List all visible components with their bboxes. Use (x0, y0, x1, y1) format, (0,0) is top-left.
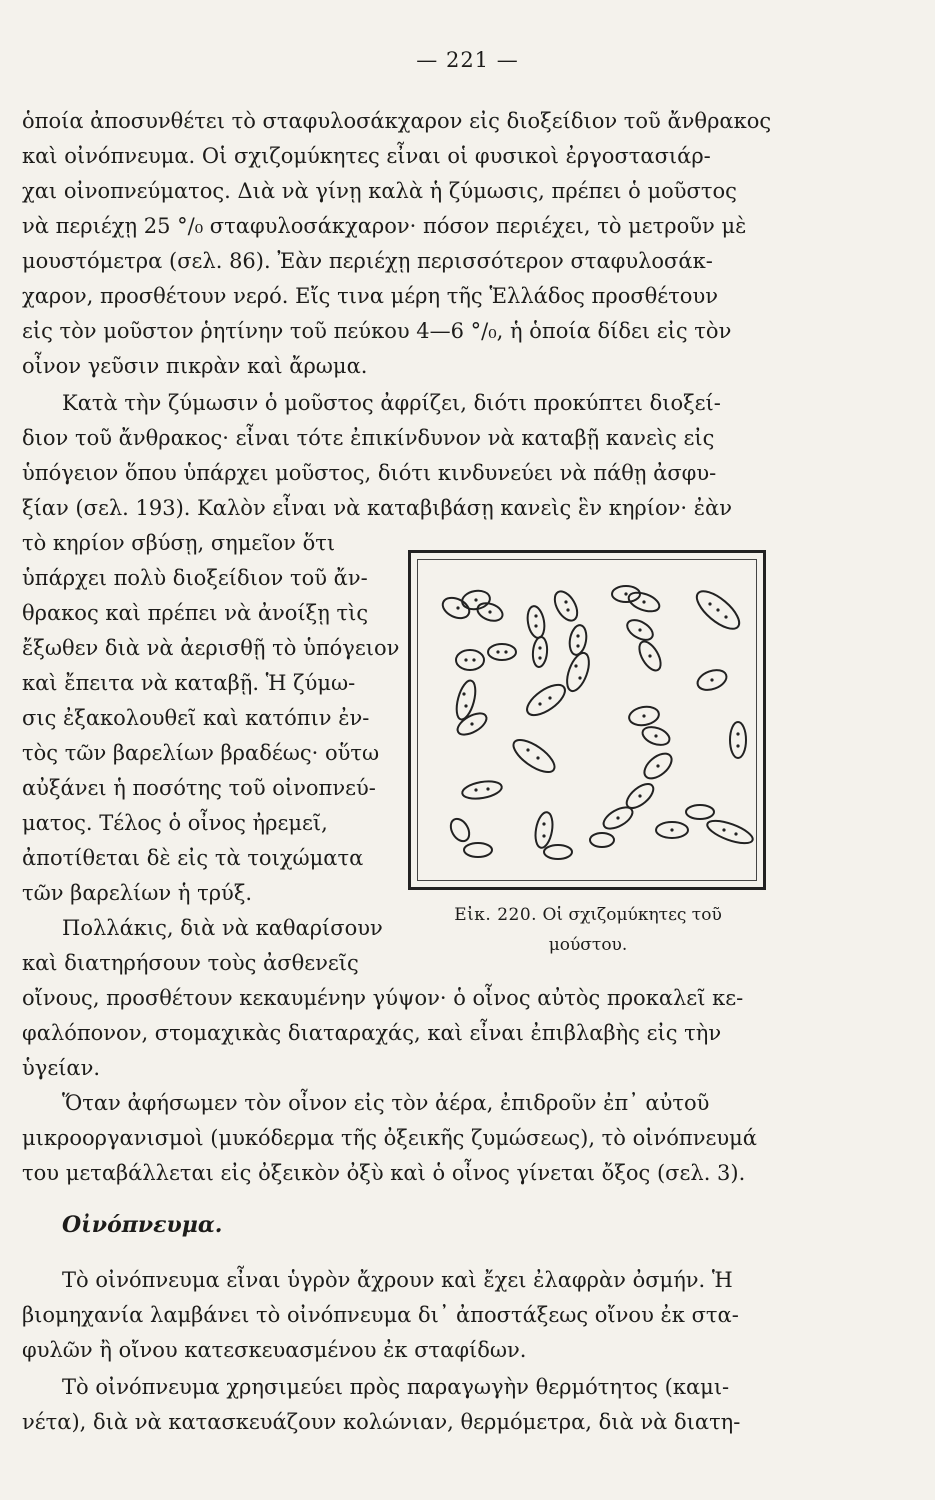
text-line: φαλόπονον, στομαχικὰς διαταραχάς, καὶ εἶναι ἐπιβλαβὴς εἰς τὴν (22, 1021, 722, 1045)
text-line: Κατὰ τὴν ζύμωσιν ὁ μοῦστος ἀφρίζει, διότι προκύπτει διοξεί- (62, 391, 721, 415)
text-line: ξίαν (σελ. 193). Καλὸν εἶναι νὰ καταβιβάσῃ κανεὶς ἓν κηρίον· ἐὰν (22, 496, 732, 520)
text-line: μουστόμετρα (σελ. 86). Ἐὰν περιέχῃ περισσότερον σταφυλοσάκ- (22, 249, 713, 273)
figure-caption-text-2: μούστου. (548, 935, 628, 955)
page-number: — 221 — (416, 48, 519, 72)
text-line: καὶ ἔπειτα νὰ καταβῇ. Ἡ ζύμω- (22, 671, 356, 695)
text-line: ἀποτίθεται δὲ εἰς τὰ τοιχώματα (22, 846, 364, 870)
text-line: Τὸ οἰνόπνευμα εἶναι ὑγρὸν ἄχρουν καὶ ἔχει ἐλαφρὰν ὀσμήν. Ἡ (62, 1268, 733, 1292)
text-line: τὸ κηρίον σβύσῃ, σημεῖον ὅτι (22, 531, 336, 555)
text-line: Πολλάκις, διὰ νὰ καθαρίσουν (62, 916, 383, 940)
text-line: ὑπόγειον ὅπου ὑπάρχει μοῦστος, διότι κινδυνεύει νὰ πάθῃ ἀσφυ- (22, 461, 717, 485)
text-line: ὑγείαν. (22, 1056, 101, 1080)
figure-caption-text: Οἱ σχιζομύκητες τοῦ (542, 905, 722, 925)
text-line: ματος. Τέλος ὁ οἶνος ἠρεμεῖ, (22, 811, 328, 835)
text-line: Ὅταν ἀφήσωμεν τὸν οἶνον εἰς τὸν ἀέρα, ἐπιδροῦν ἐπ᾿ αὐτοῦ (62, 1091, 710, 1115)
text-line: του μεταβάλλεται εἰς ὀξεικὸν ὀξὺ καὶ ὁ οἶνος γίνεται ὄξος (σελ. 3). (22, 1161, 746, 1185)
text-line: εἰς τὸν μοῦστον ῥητίνην τοῦ πεύκου 4—6 °/₀, ἡ ὁποία δίδει εἰς τὸν (22, 319, 732, 343)
yeast-cells-drawing (418, 560, 762, 886)
text-line: χαι οἰνοπνεύματος. Διὰ νὰ γίνῃ καλὰ ἡ ζύμωσις, πρέπει ὁ μοῦστος (22, 179, 737, 203)
text-line: νὰ περιέχῃ 25 °/₀ σταφυλοσάκχαρον· πόσον περιέχει, τὸ μετροῦν μὲ (22, 214, 747, 238)
figure-number: Εἰκ. 220. (454, 905, 538, 925)
text-line: καὶ οἰνόπνευμα. Οἱ σχιζομύκητες εἶναι οἱ φυσικοὶ ἐργοστασιάρ- (22, 144, 711, 168)
text-line: θρακος καὶ πρέπει νὰ ἀνοίξῃ τὶς (22, 601, 369, 625)
text-line: ὑπάρχει πολὺ διοξείδιον τοῦ ἄν- (22, 566, 368, 590)
text-line: αὐξάνει ἡ ποσότης τοῦ οἰνοπνεύ- (22, 776, 376, 800)
text-line: καὶ διατηρήσουν τοὺς ἀσθενεῖς (22, 951, 359, 975)
text-line: φυλῶν ἢ οἴνου κατεσκευασμένου ἐκ σταφίδων. (22, 1338, 527, 1362)
text-line: οἶνον γεῦσιν πικρὰν καὶ ἄρωμα. (22, 354, 368, 378)
section-heading: Οἰνόπνευμα. (62, 1212, 223, 1238)
figure-caption (406, 900, 770, 960)
text-line: χαρον, προσθέτουν νερό. Εἴς τινα μέρη τῆς Ἑλλάδος προσθέτουν (22, 284, 718, 308)
text-line: ἔξωθεν διὰ νὰ ἀερισθῇ τὸ ὑπόγειον (22, 636, 400, 660)
text-line: μικροοργανισμοὶ (μυκόδερμα τῆς ὀξεικῆς ζυμώσεως), τὸ οἰνόπνευμά (22, 1126, 757, 1150)
text-line: νέτα), διὰ νὰ κατασκευάζουν κολώνιαν, θερμόμετρα, διὰ νὰ διατη- (22, 1410, 741, 1434)
figure-frame (408, 550, 766, 890)
text-line: Τὸ οἰνόπνευμα χρησιμεύει πρὸς παραγωγὴν θερμότητος (καμι- (62, 1375, 730, 1399)
text-line: τῶν βαρελίων ἡ τρύξ. (22, 881, 253, 905)
text-line: ὁποία ἀποσυνθέτει τὸ σταφυλοσάκχαρον εἰς διοξείδιον τοῦ ἄνθρακος (22, 109, 772, 133)
text-line: βιομηχανία λαμβάνει τὸ οἰνόπνευμα δι᾿ ἀποστάξεως οἴνου ἐκ στα- (22, 1303, 739, 1327)
text-line: διον τοῦ ἄνθρακος· εἶναι τότε ἐπικίνδυνον νὰ καταβῇ κανεὶς εἰς (22, 426, 715, 450)
text-line: τὸς τῶν βαρελίων βραδέως· οὕτω (22, 741, 380, 765)
yeast-illustration (417, 559, 757, 881)
text-line: οἴνους, προσθέτουν κεκαυμένην γύψον· ὁ οἶνος αὐτὸς προκαλεῖ κε- (22, 986, 744, 1010)
text-line: σις ἐξακολουθεῖ καὶ κατόπιν ἐν- (22, 706, 370, 730)
